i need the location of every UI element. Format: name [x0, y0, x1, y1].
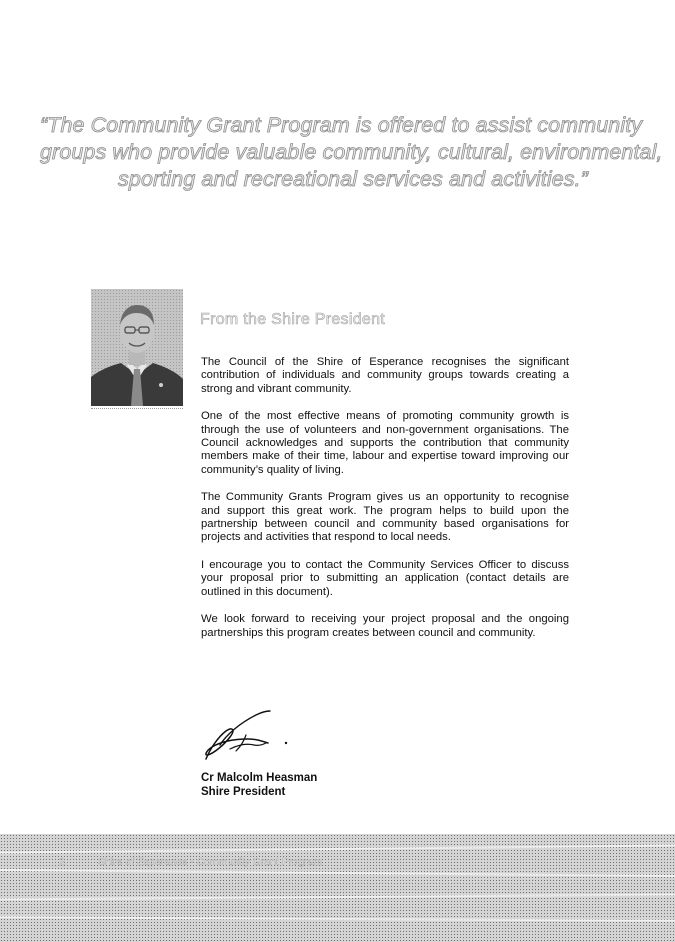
portrait-figure: [91, 289, 183, 406]
body-paragraph: We look forward to receiving your project proposal and the ongoing partnerships this program creates between council and community.: [201, 613, 569, 639]
footer-wave: [0, 894, 675, 901]
footer-band: [0, 834, 675, 942]
pull-quote-line: sporting and recreational services and activities.”: [118, 167, 588, 191]
footer-document-title: Shire of Esperance - Community Grant Program: [98, 856, 323, 868]
signer-block: [201, 771, 317, 799]
body-paragraph: One of the most effective means of promoting community growth is through the use of volunteers and non-government organisations. The Council acknowledges and supports the contribution that community members make of their time, labour and expertise toward improving our community’s quality of living.: [201, 410, 569, 476]
portrait-underline: [91, 408, 183, 411]
body-paragraph: I encourage you to contact the Community Services Officer to discuss your proposal prior to submitting an application (contact details are outlined in this document).: [201, 558, 569, 598]
section-heading: From the Shire President: [200, 311, 386, 328]
body-paragraph: The Community Grants Program gives us an opportunity to recognise and support this great work. The program helps to build upon the partnership between council and community based organisations for projects and activities that respond to local needs.: [201, 491, 569, 544]
footer-wave: [0, 916, 675, 922]
pull-quote-line: groups who provide valuable community, cultural, environmental,: [40, 140, 663, 164]
signer-name: Cr Malcolm Heasman: [201, 772, 318, 784]
signer-title: Shire President: [201, 786, 286, 798]
pull-quote: [40, 112, 663, 193]
footer-wave: [0, 869, 675, 877]
pull-quote-line: “The Community Grant Program is offered to assist community: [40, 113, 643, 137]
president-portrait: [91, 289, 183, 406]
body-paragraph: The Council of the Shire of Esperance recognises the significant contribution of individuals and community groups towards creating a strong and vibrant community.: [201, 356, 569, 395]
letter-body: [201, 356, 569, 654]
signature-image: [196, 705, 306, 767]
page-number: 2: [59, 856, 65, 868]
footer-wave: [0, 844, 675, 853]
